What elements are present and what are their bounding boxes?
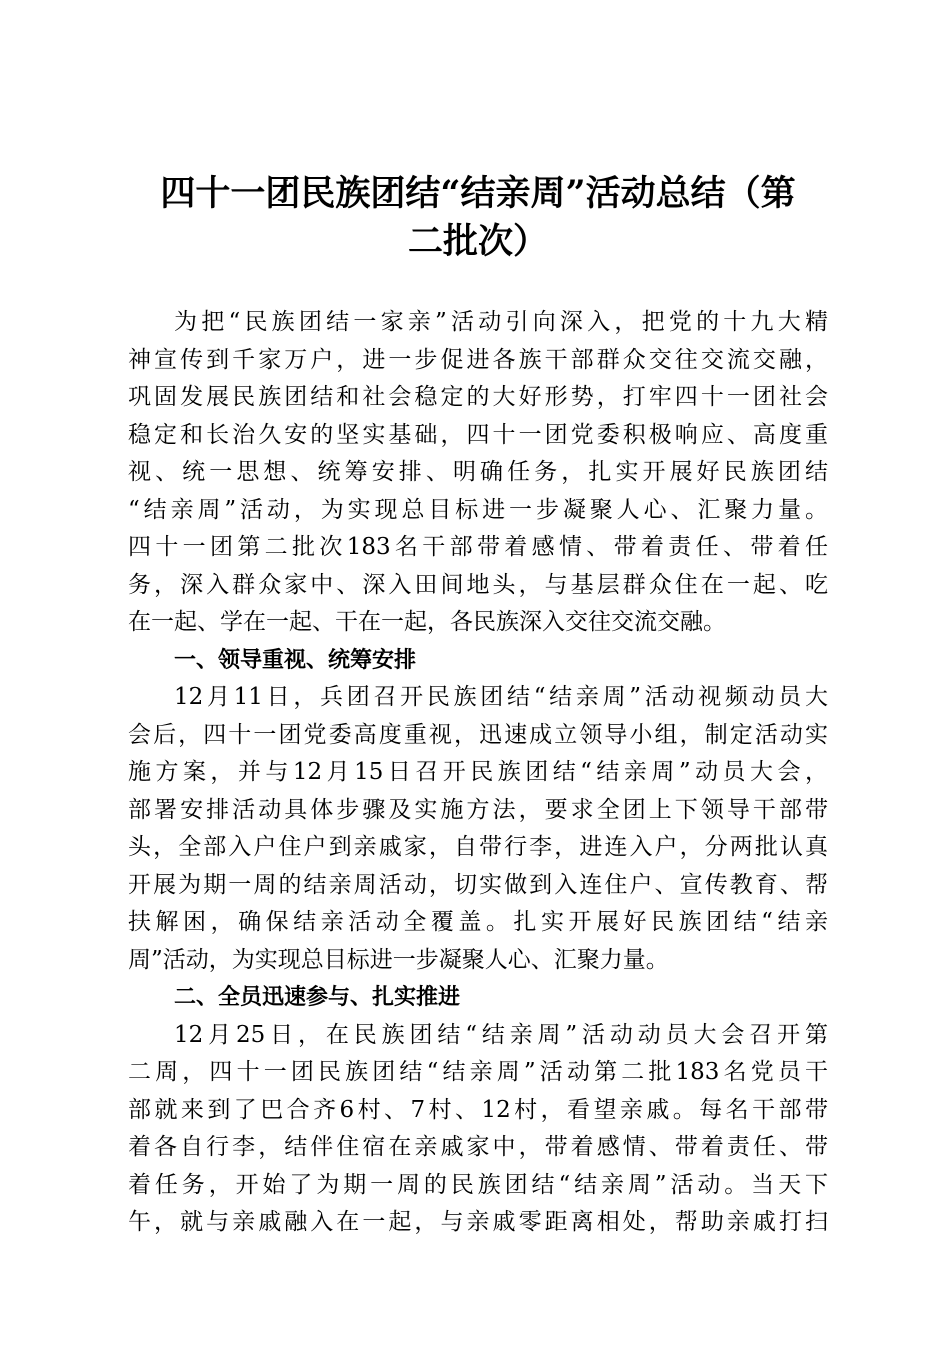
- body-text-line: 扶解困，确保结亲活动全覆盖。扎实开展好民族团结“结亲: [128, 909, 828, 935]
- body-text-line: 部就来到了巴合齐6村、7村、12村，看望亲戚。每名干部带: [128, 1096, 828, 1123]
- document-body: [128, 304, 828, 1242]
- body-text-line: 神宣传到千家万户，进一步促进各族干部群众交往交流交融，: [128, 346, 828, 373]
- body-text-line: 在一起、学在一起、干在一起，各民族深入交往交流交融。: [128, 609, 726, 635]
- body-text-line: 会后，四十一团党委高度重视，迅速成立领导小组，制定活动实: [128, 721, 828, 748]
- body-text-line: 为把“民族团结一家亲”活动引向深入，把党的十九大精: [174, 309, 828, 335]
- body-text-line: “结亲周”活动，为实现总目标进一步凝聚人心、汇聚力量。: [128, 496, 828, 523]
- body-text-line: 头，全部入户住户到亲戚家，自带行李，进连入户，分两批认真: [128, 834, 828, 860]
- body-text-line: 12月25日，在民族团结“结亲周”活动动员大会召开第: [174, 1021, 828, 1048]
- document-title-line-1: 四十一团民族团结“结亲周”活动总结（第: [160, 173, 796, 214]
- body-text-line: 着任务，开始了为期一周的民族团结“结亲周”活动。当天下: [128, 1171, 828, 1198]
- body-text-line: 二周，四十一团民族团结“结亲周”活动第二批183名党员干: [128, 1059, 828, 1085]
- body-text-line: 午，就与亲戚融入在一起，与亲戚零距离相处，帮助亲戚打扫: [128, 1209, 828, 1235]
- body-text-line: 视、统一思想、统筹安排、明确任务，扎实开展好民族团结: [128, 459, 828, 485]
- body-text-line: 开展为期一周的结亲周活动，切实做到入连住户、宣传教育、帮: [128, 871, 828, 898]
- body-text-line: 稳定和长治久安的坚实基础，四十一团党委积极响应、高度重: [128, 421, 828, 448]
- section-heading: 二、全员迅速参与、扎实推进: [174, 985, 461, 1010]
- body-text-line: 12月11日，兵团召开民族团结“结亲周”活动视频动员大: [174, 684, 828, 710]
- document-title-line-2: 二批次）: [407, 221, 548, 262]
- body-text-line: 周”活动，为实现总目标进一步凝聚人心、汇聚力量。: [128, 946, 669, 973]
- body-text-line: 施方案，并与12月15日召开民族团结“结亲周”动员大会，: [128, 759, 828, 785]
- body-text-line: 四十一团第二批次183名干部带着感情、带着责任、带着任: [128, 534, 828, 560]
- body-text-line: 巩固发展民族团结和社会稳定的大好形势，打牢四十一团社会: [128, 384, 828, 410]
- body-text-line: 务，深入群众家中、深入田间地头，与基层群众住在一起、吃: [128, 571, 828, 598]
- section-heading: 一、领导重视、统筹安排: [174, 647, 417, 673]
- body-text-line: 部署安排活动具体步骤及实施方法，要求全团上下领导干部带: [128, 796, 828, 823]
- body-text-line: 着各自行李，结伴住宿在亲戚家中，带着感情、带着责任、带: [128, 1134, 828, 1160]
